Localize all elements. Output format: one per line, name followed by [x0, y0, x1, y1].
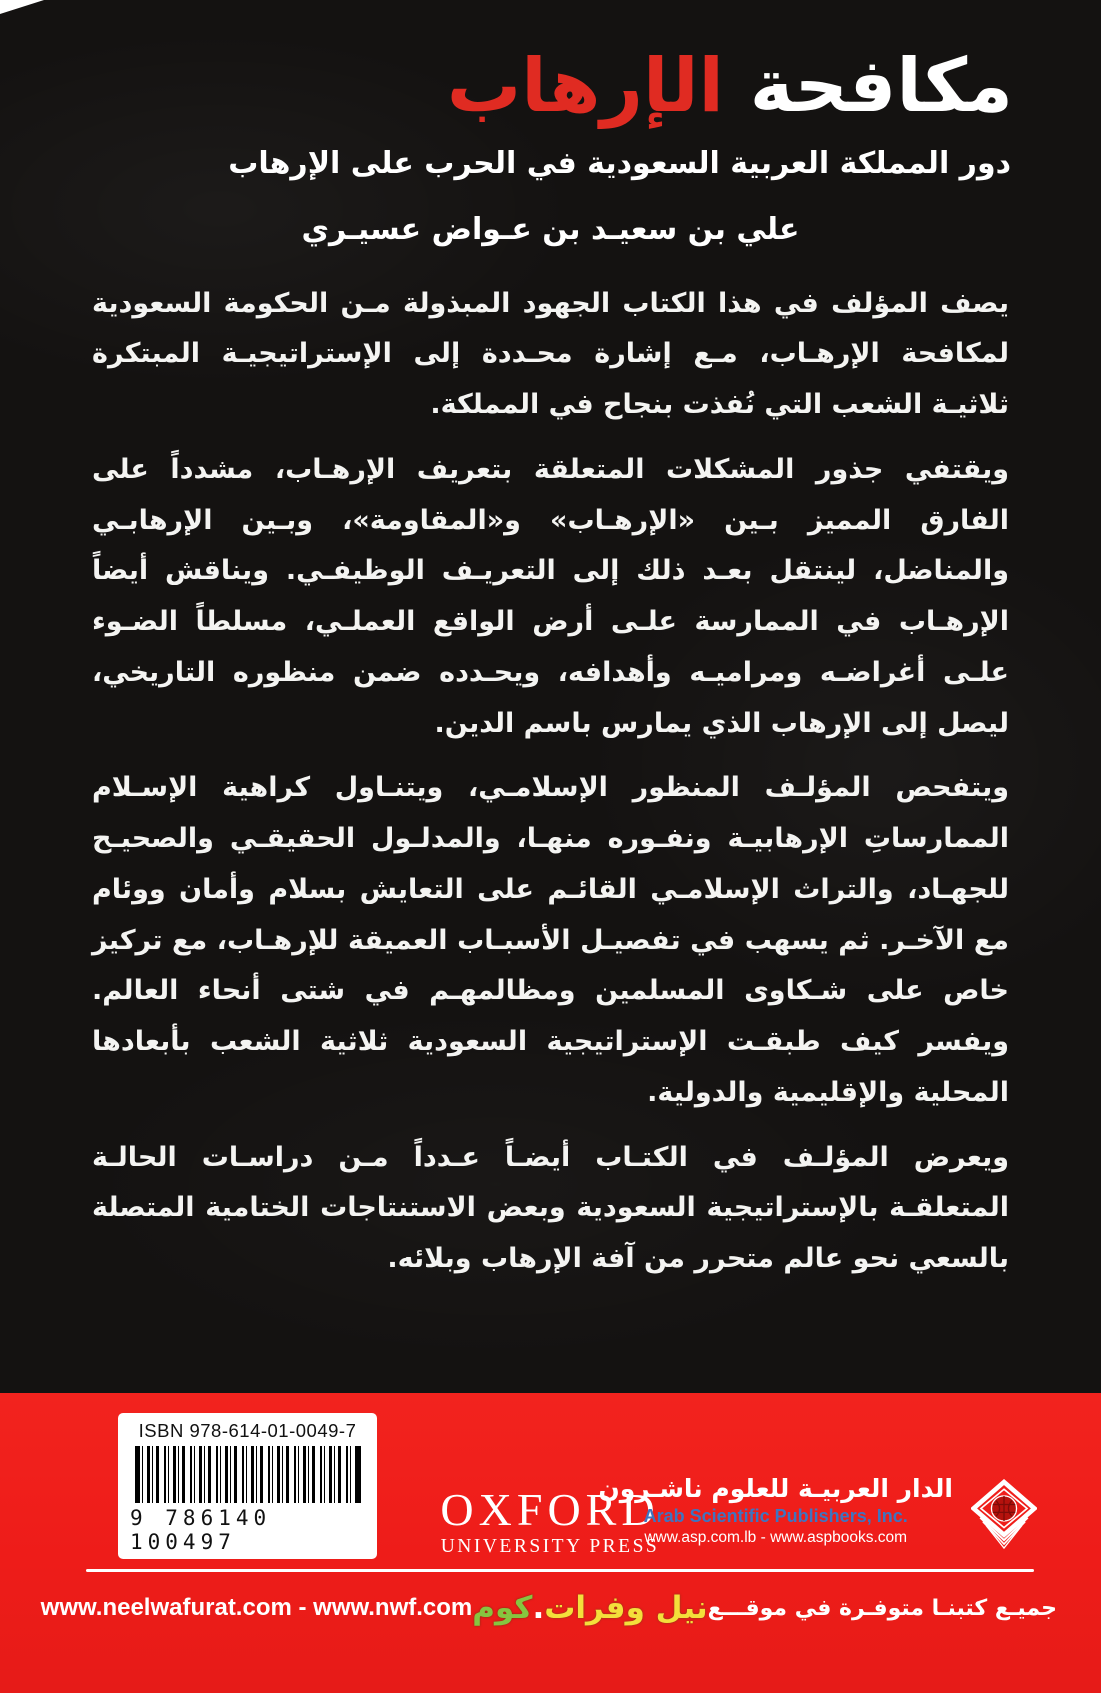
book-title — [88, 40, 1013, 133]
oxford-subname: UNIVERSITY PRESS — [440, 1536, 660, 1557]
cover-header — [0, 0, 1101, 251]
synopsis-paragraph: ويقتفي جذور المشكلات المتعلقة بتعريف الإرهـاب، مشدداً على الفارق المميز بـين «الإرهـاب» و«المقاومة»، وبـين الإرهابـي والمناضل، لينتقل بعـد ذلك إلى التعريـف الوظيفـي. ويناقش أيضاً الإرهـاب في الممارسة علـى أرض الواقع العملـي، مسلطاً الضـوء علـى أغراضـه ومراميـه وأهدافه، ويحـدده ضمن منظوره التاريخي، ليصل إلى الإرهاب الذي يمارس باسم الدين. — [92, 453, 1009, 739]
footer-divider-line — [86, 1569, 1034, 1572]
asp-websites: www.asp.com.lb - www.aspbooks.com — [644, 1529, 908, 1547]
arab-scientific-publishers-block — [598, 1475, 953, 1547]
synopsis-paragraph: ويعرض المؤلـف في الكتـاب أيضـاً عـدداً مـن دراسـات الحالـة المتعلقـة بالإستراتيجية السعودية وبعض الاستنتاجات الختامية المتصلة بالسعي نحو عالم متحرر من آفة الإرهاب وبلائه. — [92, 1141, 1009, 1274]
neelwafurat-logo — [472, 1590, 707, 1626]
synopsis-paragraph: ويتفحص المؤلـف المنظور الإسلامـي، ويتنـاول كراهية الإسـلام الممارساتِ الإرهابيـة ونفـوره منهـا، والمدلـول الحقيقـي والصحيـح للجهـاد، والتراث الإسلامـي القائـم على التعايش بسلام وأمان ووئام مع الآخـر. ثم يسهب في تفصيـل الأسبـاب العميقة للإرهـاب، مع تركيز خاص على شـكاوى المسلمين ومظالمهـم في شتى أنحاء العالم. ويفسر كيف طبقـت الإستراتيجية السعودية ثلاثية الشعب بأبعادها المحلية والإقليمية والدولية. — [92, 772, 1009, 1108]
synopsis — [0, 251, 1101, 1285]
footer-bottom-row — [0, 1582, 1101, 1634]
neelwafurat-name: نيل وفرات — [544, 1590, 708, 1626]
oxford-wordmark: OXFORD — [440, 1484, 660, 1535]
isbn-barcode-box — [118, 1413, 377, 1559]
availability-note: جميـع كتبنـا متوفـرة في موقـــع — [707, 1595, 1057, 1621]
synopsis-paragraph: يصف المؤلف في هذا الكتاب الجهود المبذولة مـن الحكومة السعودية لمكافحة الإرهـاب، مـع إشارة محـددة إلى الإستراتيجيـة المبتكرة ثلاثيـة الشعب التي نُفذت بنجاح في المملكة. — [92, 287, 1009, 420]
footer-red-band — [0, 1393, 1101, 1693]
title-word-countering: مكافحة — [749, 43, 1013, 129]
neelwafurat-suffix: كوم — [472, 1590, 533, 1626]
asp-diamond-logo-icon — [971, 1479, 1037, 1559]
title-word-terrorism: الإرهاب — [446, 43, 724, 129]
neelwafurat-dot: . — [532, 1590, 545, 1626]
asp-name-english: Arab Scientific Publishers, Inc. — [643, 1505, 908, 1526]
barcode-icon — [135, 1446, 361, 1503]
asp-name-arabic: الدار العربيـة للعلوم ناشـرون — [598, 1474, 953, 1503]
isbn-label: ISBN 978-614-01-0049-7 — [138, 1420, 357, 1441]
author-name: علي بن سعيـد بن عـواض عسيـري — [301, 211, 800, 247]
neelwafurat-websites: www.neelwafurat.com - www.nwf.com — [40, 1594, 473, 1621]
isbn-digits: 9 786140 100497 — [130, 1506, 272, 1554]
book-subtitle: دور المملكة العربية السعودية في الحرب على الإرهاب — [228, 145, 1011, 181]
